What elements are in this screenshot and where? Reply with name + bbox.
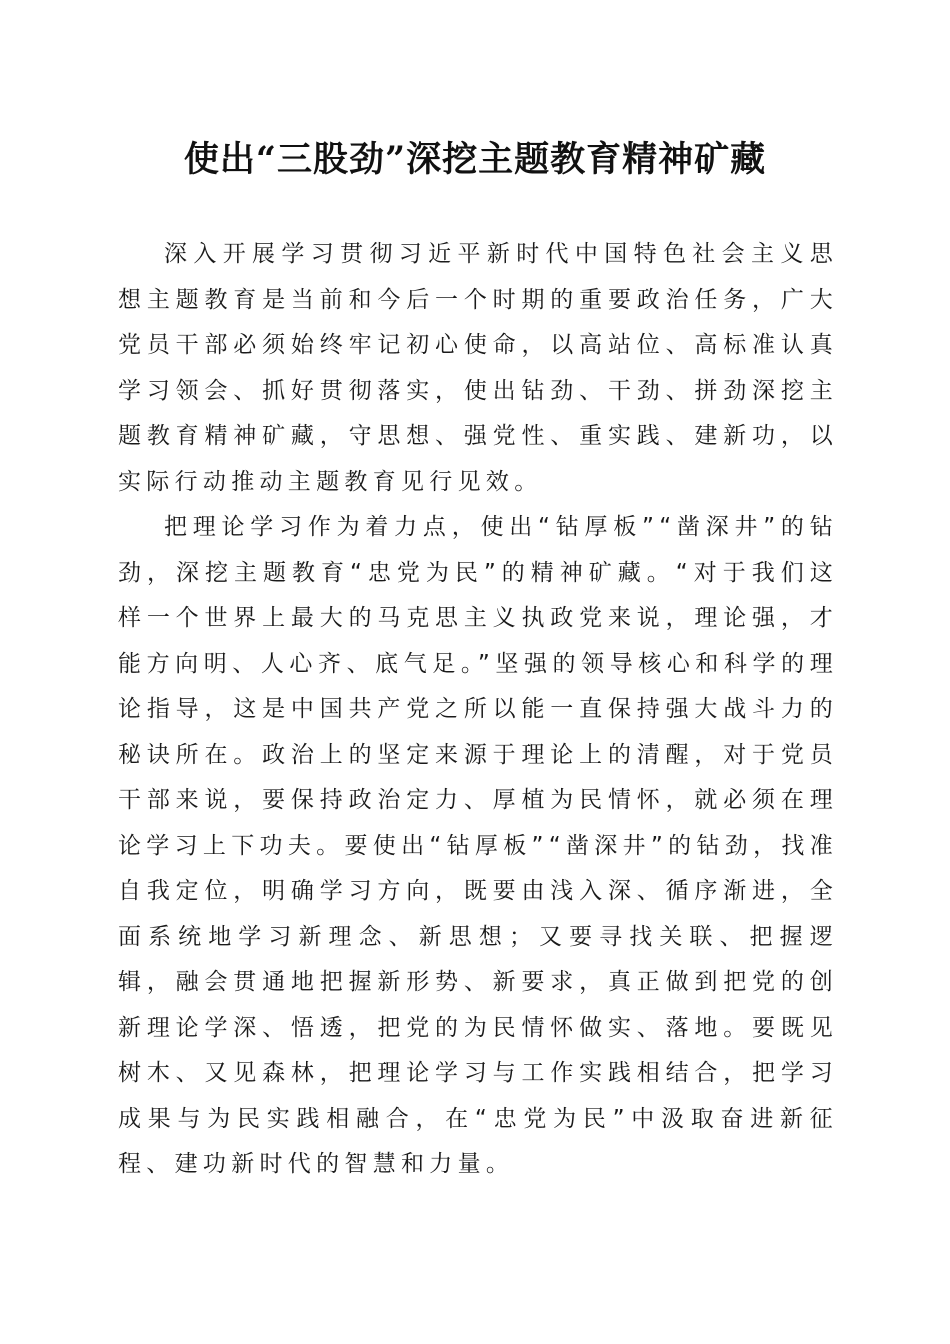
document-body xyxy=(118,232,838,1188)
paragraph-intro: 深入开展学习贯彻习近平新时代中国特色社会主义思想主题教育是当前和今后一个时期的重要政治任务，广大党员干部必须始终牢记初心使命，以高站位、高标准认真学习领会、抓好贯彻落实，使出钻劲、干劲、拼劲深挖主题教育精神矿藏，守思想、强党性、重实践、建新功，以实际行动推动主题教育见行见效。 xyxy=(118,241,838,495)
paragraph-theory-study: 把理论学习作为着力点，使出“钻厚板”“凿深井”的钻劲，深挖主题教育“忠党为民”的精神矿藏。“对于我们这样一个世界上最大的马克思主义执政党来说，理论强，才能方向明、人心齐、底气足。”坚强的领导核心和科学的理论指导，这是中国共产党之所以能一直保持强大战斗力的秘诀所在。政治上的坚定来源于理论上的清醒，对于党员干部来说，要保持政治定力、厚植为民情怀，就必须在理论学习上下功夫。要使出“钻厚板”“凿深井”的钻劲，找准自我定位，明确学习方向，既要由浅入深、循序渐进，全面系统地学习新理念、新思想；又要寻找关联、把握逻辑，融会贯通地把握新形势、新要求，真正做到把党的创新理论学深、悟透，把党的为民情怀做实、落地。要既见树木、又见森林，把理论学习与工作实践相结合，把学习成果与为民实践相融合，在“忠党为民”中汲取奋进新征程、建功新时代的智慧和力量。 xyxy=(118,514,838,1177)
document-title: 使出“三股劲”深挖主题教育精神矿藏 xyxy=(183,139,767,180)
